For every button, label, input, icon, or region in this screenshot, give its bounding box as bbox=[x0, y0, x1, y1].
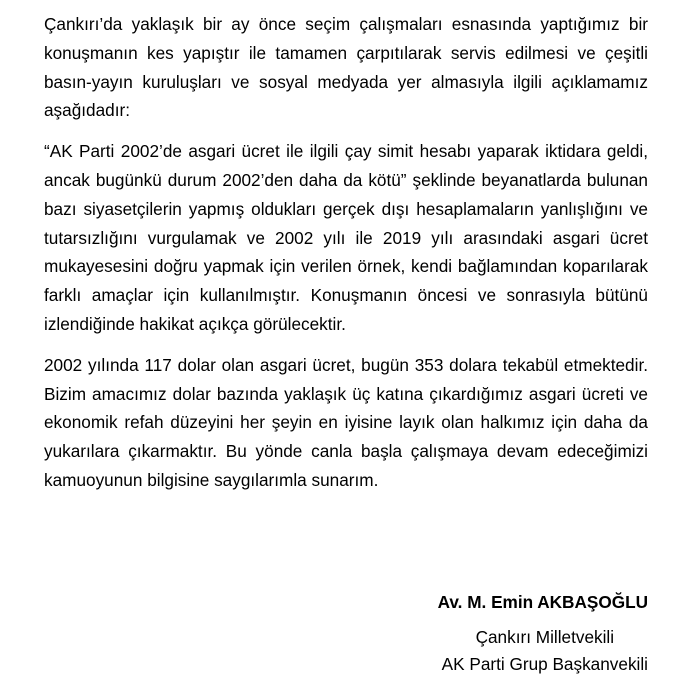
signatory-title-1: Çankırı Milletvekili bbox=[475, 627, 615, 647]
signatory-title-2: AK Parti Grup Başkanvekili bbox=[441, 654, 648, 674]
paragraph-intro: Çankırı’da yaklaşık bir ay önce seçim çalışmaları esnasında yaptığımız bir konuşmanın kes yapıştır ile tamamen çarpıtılarak servis edilmesi ve çeşitli basın-yayın kuruluşları ve sosyal medyada yer almasıyla ilgili açıklamamız aşağıdadır: bbox=[44, 14, 648, 121]
signature-block bbox=[438, 588, 648, 678]
statement-body bbox=[44, 10, 648, 507]
signatory-name: Av. M. Emin AKBAŞOĞLU bbox=[437, 592, 648, 612]
paragraph-conclusion: 2002 yılında 117 dolar olan asgari ücret, bugün 353 dolara tekabül etmektedir. Bizim amacımız dolar bazında yaklaşık üç katına çıkardığımız asgari ücreti ve ekonomik refah düzeyini her şeyin en iyisine layık olan halkımız için daha da yukarılara çıkarmaktır. Bu yönde canla başla çalışmaya devam edeceğimizi kamuoyunun bilgisine saygılarımla sunarım. bbox=[44, 354, 648, 490]
paragraph-explanation: “AK Parti 2002’de asgari ücret ile ilgili çay simit hesabı yaparak iktidara geldi, ancak bugünkü durum 2002’den daha da kötü” şeklinde beyanatlarda bulunan bazı siyasetçilerin yapmış oldukları gerçek dışı hesaplamaların yanlışlığını ve tutarsızlığını vurgulamak ve 2002 yılı ile 2019 yılı arasındaki asgari ücret mukayesesini doğru yapmak için verilen örnek, kendi bağlamından koparılarak farklı amaçlar için kullanılmıştır. Konuşmanın öncesi ve sonrasıyla bütünü izlendiğinde hakikat açıkça görülecektir. bbox=[44, 141, 648, 334]
signatory-roles bbox=[442, 624, 648, 678]
